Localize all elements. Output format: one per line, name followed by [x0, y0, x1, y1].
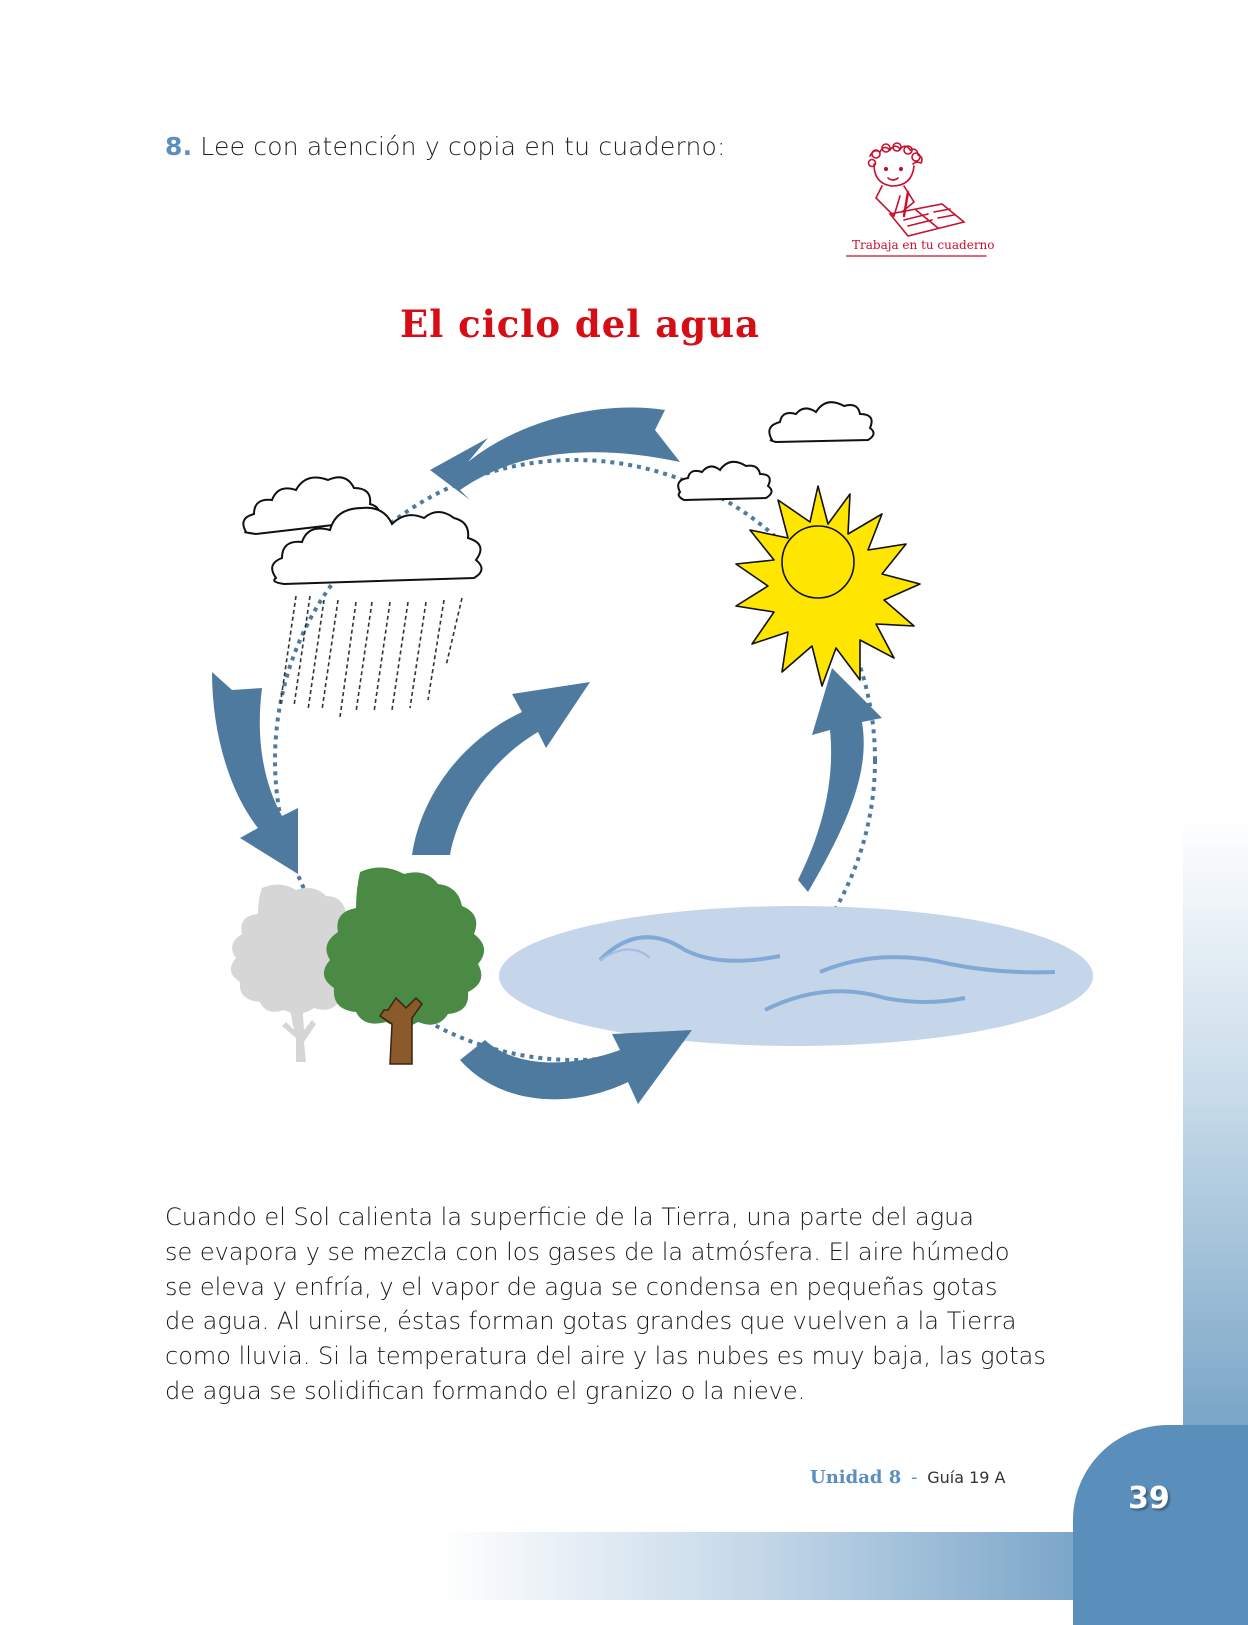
arrow-left: [212, 672, 298, 874]
page-number: 39: [1128, 1481, 1170, 1516]
paragraph-line: se eleva y enfría, y el vapor de agua se condensa en pequeñas gotas: [165, 1272, 998, 1301]
arrow-bottom: [460, 1030, 692, 1104]
page-title: El ciclo del agua: [400, 302, 760, 346]
arrow-center: [412, 682, 590, 855]
activity-instruction: [165, 132, 726, 161]
clouds-top-right: [678, 402, 873, 500]
paragraph-line: de agua se solidifican formando el granizo o la nieve.: [165, 1376, 806, 1405]
rain-drops: [280, 596, 462, 717]
green-tree: [324, 867, 484, 1064]
footer-label: [810, 1467, 1005, 1488]
arrow-top: [430, 407, 680, 500]
lake: [499, 906, 1093, 1046]
notebook-badge-label: Trabaja en tu cuaderno: [852, 238, 995, 252]
body-paragraph: [165, 1200, 1046, 1409]
paragraph-line: Cuando el Sol calienta la superficie de la Tierra, una parte del agua: [165, 1203, 975, 1231]
paragraph-line: como lluvia. Si la temperatura del aire y las nubes es muy baja, las gotas: [165, 1342, 1046, 1371]
instruction-text: Lee con atención y copia en tu cuaderno:: [200, 132, 726, 161]
water-cycle-diagram: [210, 395, 1130, 1145]
unit-label: Unidad 8: [810, 1467, 902, 1488]
page-number-tab: [1073, 1425, 1248, 1625]
rain-cloud: [243, 477, 481, 717]
guide-label: Guía 19 A: [927, 1468, 1006, 1487]
paragraph-line: se evapora y se mezcla con los gases de la atmósfera. El aire húmedo: [165, 1237, 1010, 1266]
arrow-right: [798, 668, 882, 892]
activity-number: 8.: [165, 132, 193, 161]
footer-separator: -: [910, 1467, 918, 1488]
sun: [736, 486, 920, 686]
paragraph-line: de agua. Al unirse, éstas forman gotas grandes que vuelven a la Tierra: [165, 1307, 1017, 1336]
